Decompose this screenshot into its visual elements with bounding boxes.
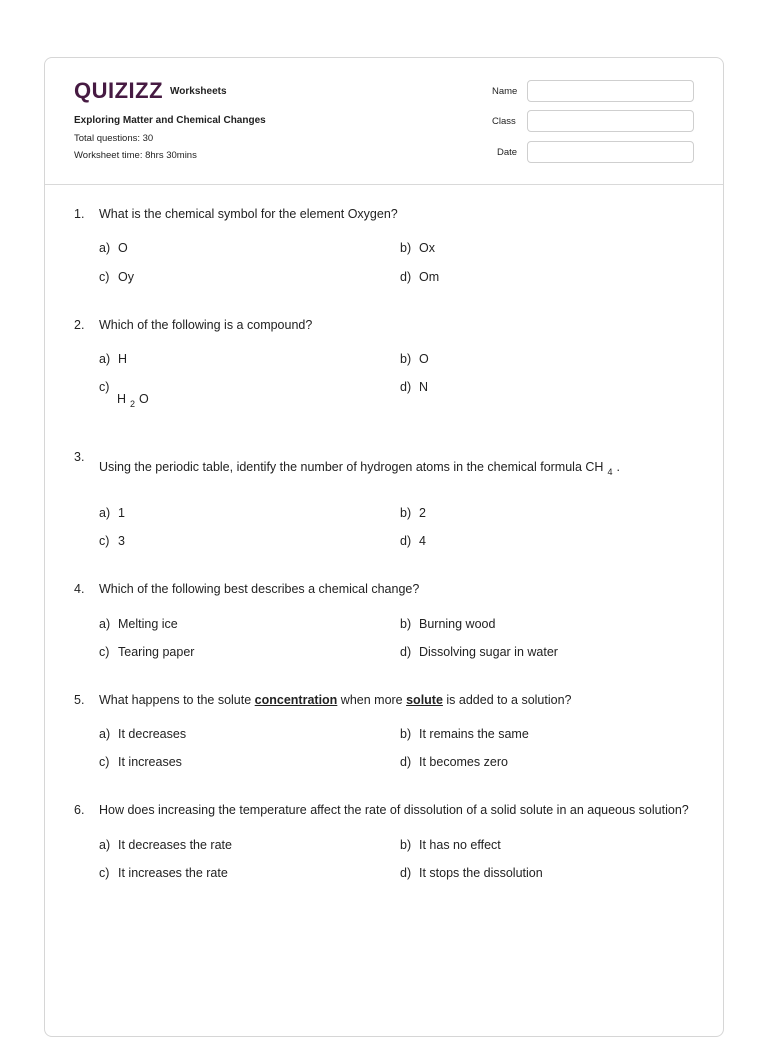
- class-label: Class: [492, 116, 516, 127]
- option-letter: d): [400, 645, 412, 659]
- question-text: [99, 460, 620, 477]
- name-label: Name: [492, 86, 518, 97]
- question-text: Which of the following best describes a chemical change?: [99, 582, 420, 596]
- option-b[interactable]: [400, 241, 435, 255]
- formula-base: H: [117, 392, 127, 406]
- worksheet-time: Worksheet time: 8hrs 30mins: [74, 150, 197, 161]
- option-a[interactable]: [99, 506, 125, 520]
- option-text: It increases the rate: [118, 866, 228, 880]
- option-text: H: [118, 352, 128, 366]
- option-b[interactable]: [400, 838, 501, 852]
- worksheet-page: [44, 57, 724, 1037]
- option-text: Dissolving sugar in water: [419, 645, 558, 659]
- option-b[interactable]: [400, 506, 426, 520]
- option-text: Oy: [118, 270, 134, 284]
- quizizz-logo: [74, 78, 227, 104]
- option-letter: d): [400, 534, 412, 548]
- option-letter: a): [99, 617, 111, 631]
- question-number: 3.: [74, 450, 85, 464]
- option-d[interactable]: [400, 534, 426, 548]
- option-d[interactable]: [400, 645, 558, 659]
- formula-h2o: [117, 392, 149, 409]
- option-text: Tearing paper: [118, 645, 195, 659]
- question-number: 1.: [74, 207, 85, 221]
- option-text: 2: [419, 506, 426, 520]
- option-a[interactable]: [99, 241, 128, 255]
- option-letter: b): [400, 352, 412, 366]
- option-letter: c): [99, 866, 110, 880]
- option-text: 4: [419, 534, 426, 548]
- option-letter: c): [99, 645, 110, 659]
- option-text: It becomes zero: [419, 755, 508, 769]
- option-c[interactable]: [99, 866, 228, 880]
- date-field-row: [475, 141, 695, 163]
- worksheet-title: Exploring Matter and Chemical Changes: [74, 115, 266, 126]
- option-a[interactable]: [99, 838, 232, 852]
- option-c[interactable]: [99, 645, 194, 659]
- formula-tail: O: [139, 392, 149, 406]
- question-text-part: is added to a solution?: [442, 693, 572, 707]
- question-text-tail: .: [616, 460, 620, 474]
- option-letter: d): [400, 270, 412, 284]
- option-b[interactable]: [400, 352, 429, 366]
- option-c[interactable]: [99, 380, 179, 410]
- option-d[interactable]: [400, 270, 439, 284]
- question-3: [74, 450, 714, 480]
- class-input[interactable]: [527, 110, 694, 132]
- option-text: N: [419, 380, 429, 394]
- option-text: Ox: [419, 241, 435, 255]
- option-a[interactable]: [99, 727, 186, 741]
- option-text: It increases: [118, 755, 182, 769]
- name-field-row: [475, 80, 695, 102]
- option-letter: a): [99, 352, 111, 366]
- option-text: It stops the dissolution: [419, 866, 543, 880]
- option-letter: b): [400, 506, 412, 520]
- option-c[interactable]: [99, 534, 125, 548]
- name-input[interactable]: [527, 80, 694, 102]
- question-text-part: when more: [337, 693, 407, 707]
- worksheet-header: [45, 58, 723, 185]
- question-number: 5.: [74, 693, 85, 707]
- question-text: How does increasing the temperature affect the rate of dissolution of a solid solute in an aqueous solution?: [99, 803, 689, 817]
- option-text: Om: [419, 270, 440, 284]
- option-text: Melting ice: [118, 617, 178, 631]
- formula-subscript: 4: [607, 467, 613, 477]
- option-letter: b): [400, 727, 412, 741]
- option-c[interactable]: [99, 755, 182, 769]
- option-text: O: [118, 241, 128, 255]
- option-letter: d): [400, 755, 412, 769]
- option-b[interactable]: [400, 617, 495, 631]
- option-letter: a): [99, 727, 111, 741]
- question-text-part: What happens to the solute: [99, 693, 255, 707]
- question-text: [99, 693, 572, 707]
- option-letter: b): [400, 617, 412, 631]
- option-letter: c): [99, 755, 110, 769]
- keyword-solute: solute: [406, 693, 443, 707]
- total-questions: Total questions: 30: [74, 133, 154, 144]
- option-d[interactable]: [400, 866, 543, 880]
- option-a[interactable]: [99, 617, 178, 631]
- option-letter: d): [400, 380, 412, 394]
- option-d[interactable]: [400, 755, 508, 769]
- option-letter: d): [400, 866, 412, 880]
- option-letter: b): [400, 838, 412, 852]
- option-letter: a): [99, 506, 111, 520]
- option-d[interactable]: [400, 380, 428, 394]
- question-text: Which of the following is a compound?: [99, 318, 313, 332]
- formula-subscript: 2: [130, 399, 136, 409]
- brand-logo: QUIZIZZ: [74, 78, 164, 103]
- keyword-concentration: concentration: [254, 693, 338, 707]
- option-text: Burning wood: [419, 617, 496, 631]
- question-number: 2.: [74, 318, 85, 332]
- question-text: What is the chemical symbol for the element Oxygen?: [99, 207, 398, 221]
- option-text: 3: [118, 534, 125, 548]
- question-number: 6.: [74, 803, 85, 817]
- option-a[interactable]: [99, 352, 127, 366]
- option-letter: c): [99, 534, 110, 548]
- date-input[interactable]: [527, 141, 694, 163]
- option-text: It remains the same: [419, 727, 529, 741]
- question-text-main: Using the periodic table, identify the number of hydrogen atoms in the chemical formula CH: [99, 460, 604, 474]
- option-letter: c): [99, 270, 110, 284]
- brand-subtitle: Worksheets: [170, 86, 227, 97]
- class-field-row: [475, 110, 695, 132]
- option-c[interactable]: [99, 270, 134, 284]
- option-letter: b): [400, 241, 412, 255]
- option-text: 1: [118, 506, 125, 520]
- option-text: O: [419, 352, 429, 366]
- option-letter: c): [99, 380, 110, 394]
- question-number: 4.: [74, 582, 85, 596]
- option-text: It has no effect: [419, 838, 501, 852]
- option-text: It decreases the rate: [118, 838, 232, 852]
- option-b[interactable]: [400, 727, 529, 741]
- option-letter: a): [99, 838, 111, 852]
- option-letter: a): [99, 241, 111, 255]
- date-label: Date: [497, 147, 518, 158]
- option-text: It decreases: [118, 727, 187, 741]
